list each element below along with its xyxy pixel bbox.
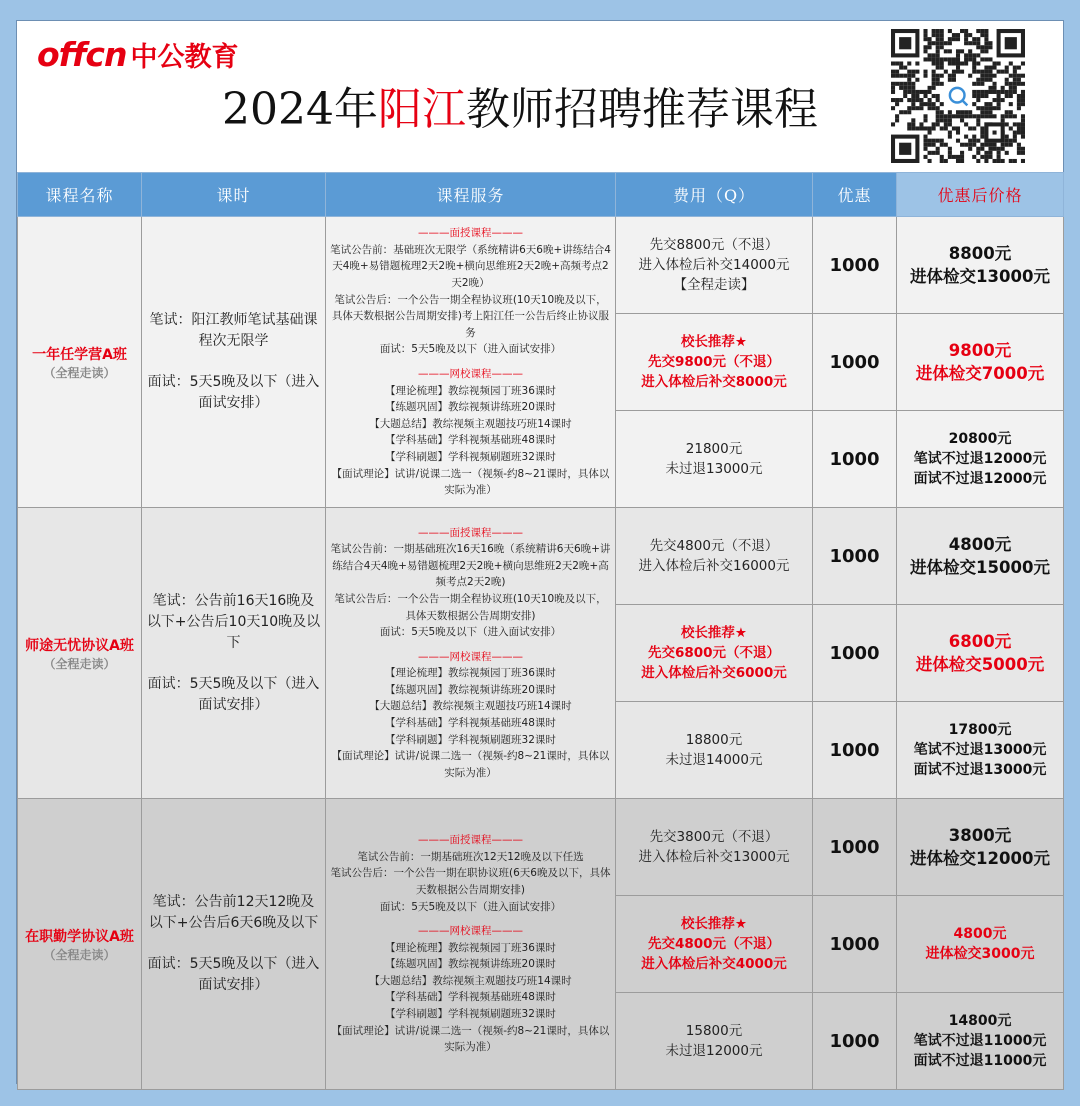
course-name: 一年任学营A班: [32, 346, 127, 363]
offline-line: 面试：5天5晚及以下（进入面试安排）: [379, 343, 562, 356]
course-hours-cell: [142, 799, 326, 1090]
online-line: 【大题总结】教综视频主观题技巧班14课时: [369, 974, 572, 987]
fee-line: 校长推荐★: [680, 916, 748, 932]
hours-line: 笔试：公告前16天16晚及以下+公告后10天10晚及以下: [146, 592, 321, 651]
fee-line: 先交8800元（不退）: [649, 237, 779, 253]
discount-cell: 1000: [813, 605, 897, 702]
fee-line: 先交6800元（不退）: [647, 645, 781, 661]
price-line: 9800元: [948, 341, 1012, 360]
fee-line: 先交4800元（不退）: [647, 936, 781, 952]
table-header-row: [18, 173, 1064, 217]
header: [17, 21, 1063, 172]
fee-cell: [616, 314, 813, 411]
col-header-discount: 优惠: [813, 173, 897, 217]
price-line: 进体检交5000元: [915, 655, 1045, 674]
fee-cell: [616, 508, 813, 605]
hours-line: 笔试：公告前12天12晚及以下+公告后6天6晚及以下: [148, 894, 319, 931]
hours-line: 笔试：阳江教师笔试基础课程次无限学: [149, 312, 318, 349]
fee-line: 21800元: [685, 441, 743, 457]
final-price-cell: [897, 314, 1064, 411]
online-line: 【练题巩固】教综视频讲练班20课时: [385, 958, 556, 971]
fee-cell: [616, 217, 813, 314]
price-line: 面试不过退12000元: [913, 471, 1047, 487]
price-line: 14800元: [948, 1013, 1012, 1029]
course-mode: （全程走读）: [43, 365, 116, 380]
online-section-title: ———网校课程———: [418, 650, 523, 663]
price-line: 20800元: [948, 431, 1012, 447]
final-price-cell: [897, 799, 1064, 896]
online-line: 【理论梳理】教综视频园丁班36课时: [385, 384, 556, 397]
price-line: 4800元: [948, 535, 1012, 554]
price-line: 6800元: [948, 632, 1012, 651]
table-row: [18, 508, 1064, 605]
price-line: 4800元: [953, 926, 1007, 942]
discount-cell: 1000: [813, 411, 897, 508]
online-line: 【面试理论】试讲/说课二选一（视频-约8~21课时，具体以实际为准）: [331, 750, 610, 779]
price-line: 进体检交3000元: [925, 946, 1035, 962]
offline-section-title: ———面授课程———: [418, 526, 523, 539]
offline-line: 笔试公告后：一个公告一期全程协议班(10天10晚及以下，具体天数根据公告周期安排)考上阳江任一公告后终止协议服务: [331, 293, 610, 339]
course-service-cell: [326, 799, 616, 1090]
course-service-cell: [326, 508, 616, 799]
price-line: 17800元: [948, 722, 1012, 738]
offline-line: 面试：5天5晚及以下（进入面试安排）: [379, 900, 562, 913]
section-spacer: [330, 915, 611, 923]
online-line: 【学科基础】学科视频基础班48课时: [385, 434, 556, 447]
title-prefix: 2024年: [222, 84, 378, 135]
final-price-cell: [897, 702, 1064, 799]
logo-text: 中公教育: [130, 42, 239, 73]
price-line: 笔试不过退11000元: [913, 1033, 1047, 1049]
fee-line: 18800元: [685, 732, 743, 748]
logo-mark: offcn: [37, 35, 127, 74]
price-line: 面试不过退11000元: [913, 1053, 1047, 1069]
course-mode: （全程走读）: [43, 656, 116, 671]
online-line: 【学科刷题】学科视频刷题班32课时: [385, 450, 556, 463]
fee-cell: [616, 799, 813, 896]
table-row: [18, 799, 1064, 896]
hours-line: 面试：5天5晚及以下（进入面试安排）: [147, 374, 320, 411]
fee-line: 进入体检后补交4000元: [641, 956, 787, 972]
title-suffix: 教师招聘推荐课程: [465, 84, 818, 135]
fee-line: 校长推荐★: [680, 625, 748, 641]
discount-cell: 1000: [813, 799, 897, 896]
online-line: 【学科基础】学科视频基础班48课时: [385, 717, 556, 730]
online-section-title: ———网校课程———: [418, 368, 523, 380]
fee-line: 进入体检后补交8000元: [641, 374, 787, 390]
course-name-cell: [18, 217, 142, 508]
final-price-cell: [897, 217, 1064, 314]
final-price-cell: [897, 896, 1064, 993]
course-mode: （全程走读）: [43, 947, 116, 962]
title-city: 阳江: [377, 84, 466, 135]
offline-section-title: ———面授课程———: [418, 834, 523, 847]
discount-cell: 1000: [813, 508, 897, 605]
price-line: 8800元: [948, 244, 1012, 263]
price-line: 面试不过退13000元: [913, 762, 1047, 778]
section-spacer: [330, 641, 611, 649]
online-line: 【学科基础】学科视频基础班48课时: [385, 991, 556, 1004]
fee-line: 未过退14000元: [665, 752, 763, 768]
discount-cell: 1000: [813, 993, 897, 1090]
fee-line: 进入体检后补交6000元: [641, 665, 787, 681]
course-name-cell: [18, 508, 142, 799]
price-line: 进体检交7000元: [915, 364, 1045, 383]
online-line: 【学科刷题】学科视频刷题班32课时: [385, 733, 556, 746]
fee-line: 未过退12000元: [665, 1043, 763, 1059]
course-name: 师途无忧协议A班: [25, 637, 134, 654]
hours-line: 面试：5天5晚及以下（进入面试安排）: [147, 675, 320, 713]
online-line: 【面试理论】试讲/说课二选一（视频-约8~21课时，具体以实际为准）: [331, 467, 610, 497]
price-line: 进体检交12000元: [910, 849, 1050, 868]
col-header-hours: 课时: [142, 173, 326, 217]
offline-line: 笔试公告后：一个公告一期在职协议班(6天6晚及以下，具体天数根据公告周期安排): [330, 867, 611, 896]
offline-line: 面试：5天5晚及以下（进入面试安排）: [379, 626, 562, 639]
fee-line: 先交3800元（不退）: [649, 829, 779, 845]
col-header-course-name: 课程名称: [18, 173, 142, 217]
fee-cell: [616, 896, 813, 993]
course-name-cell: [18, 799, 142, 1090]
price-line: 笔试不过退13000元: [913, 742, 1047, 758]
price-line: 笔试不过退12000元: [913, 451, 1047, 467]
fee-line: 15800元: [685, 1023, 743, 1039]
final-price-cell: [897, 508, 1064, 605]
price-line: 进体检交15000元: [910, 558, 1050, 577]
final-price-cell: [897, 605, 1064, 702]
online-line: 【大题总结】教综视频主观题技巧班14课时: [369, 417, 572, 430]
section-spacer: [330, 358, 611, 366]
page-title: [222, 73, 818, 137]
discount-cell: 1000: [813, 217, 897, 314]
offcn-logo: [37, 35, 238, 75]
online-line: 【理论梳理】教综视频园丁班36课时: [385, 941, 556, 954]
price-line: 3800元: [948, 826, 1012, 845]
online-line: 【学科刷题】学科视频刷题班32课时: [385, 1008, 556, 1021]
table-row: [18, 217, 1064, 314]
fee-line: 先交9800元（不退）: [647, 354, 781, 370]
fee-line: 校长推荐★: [680, 334, 748, 350]
online-section-title: ———网校课程———: [418, 925, 523, 938]
final-price-cell: [897, 411, 1064, 508]
col-header-final-price: 优惠后价格: [897, 173, 1064, 217]
online-line: 【理论梳理】教综视频园丁班36课时: [385, 667, 556, 680]
fee-line: 进入体检后补交16000元: [638, 558, 790, 574]
offline-line: 笔试公告前：一期基础班次12天12晚及以下任选: [357, 850, 584, 863]
fee-cell: [616, 411, 813, 508]
offline-section-title: ———面授课程———: [418, 227, 523, 240]
price-line: 进体检交13000元: [910, 267, 1050, 286]
qr-code-icon: [891, 29, 1025, 163]
online-line: 【面试理论】试讲/说课二选一（视频-约8~21课时，具体以实际为准）: [331, 1024, 610, 1054]
fee-line: 进入体检后补交14000元: [638, 257, 790, 273]
course-hours-cell: [142, 217, 326, 508]
fee-cell: [616, 702, 813, 799]
online-line: 【练题巩固】教综视频讲练班20课时: [385, 683, 556, 696]
fee-line: 【全程走读】: [673, 277, 755, 293]
fee-line: 进入体检后补交13000元: [638, 849, 790, 865]
discount-cell: 1000: [813, 314, 897, 411]
fee-cell: [616, 993, 813, 1090]
offline-line: 笔试公告前：基础班次无限学（系统精讲6天6晚+讲练结合4天4晚+易错题梳理2天2晚+横向思维班2天2晚+高频考点2天2晚）: [330, 243, 611, 290]
col-header-service: 课程服务: [326, 173, 616, 217]
fee-cell: [616, 605, 813, 702]
course-hours-cell: [142, 508, 326, 799]
course-name: 在职勤学协议A班: [25, 928, 134, 945]
final-price-cell: [897, 993, 1064, 1090]
hours-line: 面试：5天5晚及以下（进入面试安排）: [147, 956, 320, 993]
online-line: 【练题巩固】教综视频讲练班20课时: [385, 401, 556, 414]
offline-line: 笔试公告后：一个公告一期全程协议班(10天10晚及以下，具体天数根据公告周期安排): [334, 592, 607, 622]
fee-line: 先交4800元（不退）: [649, 538, 779, 554]
offline-line: 笔试公告前：一期基础班次16天16晚（系统精讲6天6晚+讲练结合4天4晚+易错题梳理2天2晚+横向思维班2天2晚+高频考点2天2晚): [330, 543, 611, 589]
discount-cell: 1000: [813, 896, 897, 993]
course-table: [17, 172, 1064, 1090]
course-sheet: [16, 20, 1064, 1084]
discount-cell: 1000: [813, 702, 897, 799]
fee-line: 未过退13000元: [665, 461, 763, 477]
online-line: 【大题总结】教综视频主观题技巧班14课时: [369, 700, 572, 713]
table-body: [18, 217, 1064, 1090]
col-header-fee: 费用（Q）: [616, 173, 813, 217]
course-service-cell: [326, 217, 616, 508]
